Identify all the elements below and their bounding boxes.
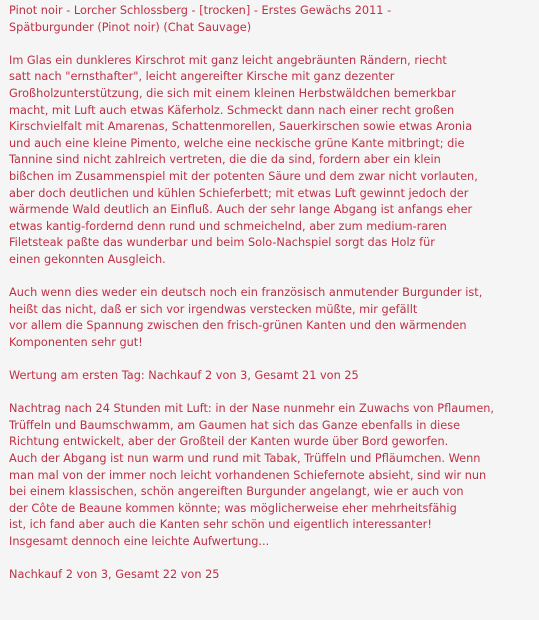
spacer — [9, 269, 530, 286]
text-line: man mal von der immer noch leicht vorhandenen Schiefernote absieht, sind wir nun — [9, 468, 487, 482]
text-line: Insgesamt dennoch eine leichte Aufwertung... — [9, 535, 270, 548]
wine-title — [9, 3, 530, 36]
text-line: Nachtrag nach 24 Stunden mit Luft: in der Nase nunmehr ein Zuwachs von Pflaumen, — [9, 402, 495, 416]
text-line: wärmende Wald deutlich an Einfluß. Auch der sehr lange Abgang ist anfangs eher — [9, 203, 473, 217]
text-line: Im Glas ein dunkleres Kirschrot mit ganz leicht angebräunten Rändern, riecht — [9, 53, 447, 67]
rating-first-day-text: Wertung am ersten Tag: Nachkauf 2 von 3, Gesamt 21 von 25 — [9, 369, 359, 383]
text-line: Kirschvielfalt mit Amarenas, Schattenmorellen, Sauerkirschen sowie etwas Aronia — [9, 120, 473, 134]
text-line: heißt das nicht, daß er sich vor irgendwas verstecken müßte, mir gefällt — [9, 302, 418, 316]
rating-first-day — [9, 368, 530, 385]
spacer — [9, 385, 530, 402]
spacer — [9, 36, 530, 53]
text-line: einen gekonnten Ausgleich. — [9, 252, 166, 266]
spacer — [9, 351, 530, 368]
text-line: aber doch deutlichen und kühlen Schieferbett; mit etwas Luft gewinnt jedoch der — [9, 186, 469, 200]
text-line: ist, ich fand aber auch die Kanten sehr schön und eigentlich interessanter! — [9, 518, 432, 532]
text-line: bei einem klassischen, schön angereiften Burgunder angelangt, wie er auch von — [9, 485, 464, 499]
text-line: Auch wenn dies weder ein deutsch noch ein französisch anmutender Burgunder ist, — [9, 286, 483, 300]
tasting-paragraph-2 — [9, 285, 530, 351]
text-line: Tannine sind nicht zahlreich vertreten, die die da sind, fordern aber ein klein — [9, 153, 441, 167]
text-line: Komponenten sehr gut! — [9, 335, 143, 349]
rating-final-text: Nachkauf 2 von 3, Gesamt 22 von 25 — [9, 568, 220, 582]
text-line: Trüffeln und Baumschwamm, am Gaumen hat sich das Ganze ebenfalls in diese — [9, 418, 461, 432]
text-line: Auch der Abgang ist nun warm und rund mit Tabak, Trüffeln und Pfläumchen. Wenn — [9, 452, 481, 466]
text-line: Filetsteak paßte das wunderbar und beim Solo-Nachspiel sorgt das Holz für — [9, 236, 435, 250]
wine-title-line-1: Pinot noir - Lorcher Schlossberg - [trocken] - Erstes Gewächs 2011 - — [9, 4, 392, 17]
text-line: etwas kantig-fordernd denn rund und schmeichelnd, aber zum medium-raren — [9, 219, 447, 233]
tasting-paragraph-3 — [9, 401, 530, 550]
text-line: und auch eine kleine Pimento, welche eine neckische grüne Kante mitbringt; die — [9, 136, 465, 150]
tasting-paragraph-1 — [9, 53, 530, 269]
spacer — [9, 551, 530, 568]
text-line: satt nach "ernsthafter", leicht angereifter Kirsche mit ganz dezenter — [9, 70, 395, 84]
wine-title-line-2: Spätburgunder (Pinot noir) (Chat Sauvage) — [9, 20, 252, 34]
text-line: macht, mit Luft auch etwas Käferholz. Schmeckt dann nach einer recht großen — [9, 103, 455, 117]
text-line: vor allem die Spannung zwischen den frisch-grünen Kanten und den wärmenden — [9, 319, 467, 333]
text-line: bißchen im Zusammenspiel mit der potenten Säure und dem zwar nicht vorlauten, — [9, 169, 478, 183]
text-line: Großholzunterstützung, die sich mit einem kleinen Herbstwäldchen bemerkbar — [9, 86, 456, 100]
rating-final — [9, 567, 530, 584]
text-line: der Côte de Beaune kommen könnte; was möglicherweise eher mehrheitsfähig — [9, 501, 457, 515]
text-line: Richtung entwickelt, aber der Großteil der Kanten wurde über Bord geworfen. — [9, 435, 449, 449]
